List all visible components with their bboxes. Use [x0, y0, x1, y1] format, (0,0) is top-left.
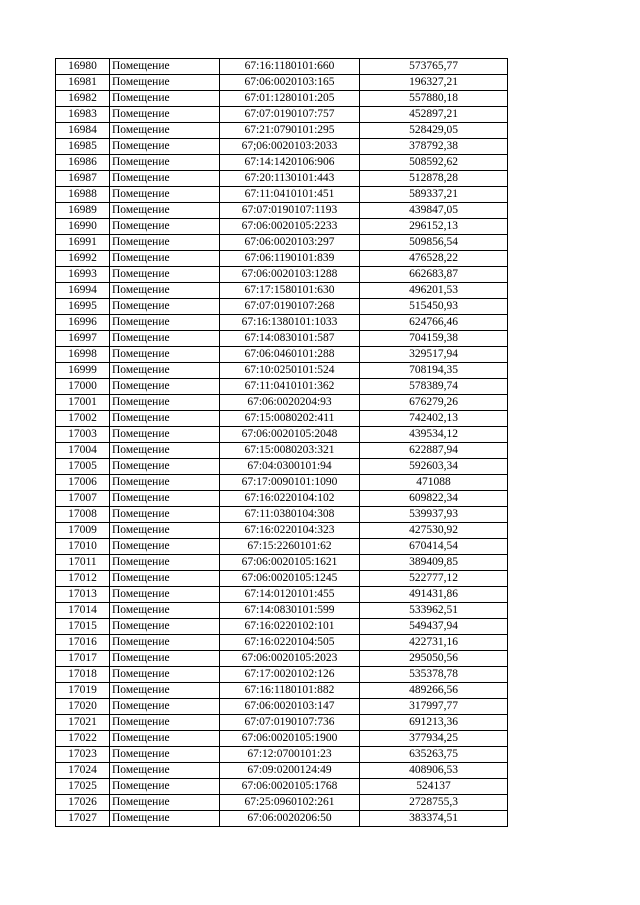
table-row — [56, 667, 508, 683]
row-number-cell: 16984 — [56, 123, 110, 139]
row-number-cell: 16980 — [56, 59, 110, 75]
cadastral-number-cell: 67:16:1380101:1033 — [220, 315, 360, 331]
row-number-cell: 16982 — [56, 91, 110, 107]
table-row — [56, 411, 508, 427]
cadastral-value-cell: 408906,53 — [360, 763, 508, 779]
cadastral-value-cell: 609822,34 — [360, 491, 508, 507]
row-number-cell: 16996 — [56, 315, 110, 331]
cadastral-value-cell: 452897,21 — [360, 107, 508, 123]
row-number-cell: 16994 — [56, 283, 110, 299]
table-row — [56, 715, 508, 731]
row-number-cell: 17021 — [56, 715, 110, 731]
row-number-cell: 17015 — [56, 619, 110, 635]
table-row — [56, 267, 508, 283]
table-row — [56, 763, 508, 779]
object-type-cell: Помещение — [110, 171, 220, 187]
table-row — [56, 619, 508, 635]
table-row — [56, 475, 508, 491]
cadastral-value-cell: 509856,54 — [360, 235, 508, 251]
cadastral-number-cell: 67:11:0410101:451 — [220, 187, 360, 203]
cadastral-value-cell: 471088 — [360, 475, 508, 491]
table-row — [56, 379, 508, 395]
table-row — [56, 187, 508, 203]
cadastral-number-cell: 67:17:0020102:126 — [220, 667, 360, 683]
cadastral-number-cell: 67:06:0020105:1245 — [220, 571, 360, 587]
row-number-cell: 16989 — [56, 203, 110, 219]
table-row — [56, 363, 508, 379]
table-row — [56, 795, 508, 811]
table-row — [56, 731, 508, 747]
cadastral-value-cell: 670414,54 — [360, 539, 508, 555]
cadastral-number-cell: 67:16:0220104:102 — [220, 491, 360, 507]
cadastral-number-cell: 67:06:0020204:93 — [220, 395, 360, 411]
table-row — [56, 635, 508, 651]
object-type-cell: Помещение — [110, 187, 220, 203]
table-row — [56, 539, 508, 555]
table-row — [56, 555, 508, 571]
object-type-cell: Помещение — [110, 763, 220, 779]
cadastral-number-cell: 67:25:0960102:261 — [220, 795, 360, 811]
object-type-cell: Помещение — [110, 59, 220, 75]
row-number-cell: 17027 — [56, 811, 110, 827]
cadastral-number-cell: 67;06:0020103:2033 — [220, 139, 360, 155]
cadastral-value-cell: 589337,21 — [360, 187, 508, 203]
table-row — [56, 811, 508, 827]
row-number-cell: 17001 — [56, 395, 110, 411]
cadastral-value-cell: 578389,74 — [360, 379, 508, 395]
cadastral-number-cell: 67:09:0200124:49 — [220, 763, 360, 779]
cadastral-value-cell: 635263,75 — [360, 747, 508, 763]
cadastral-value-cell: 476528,22 — [360, 251, 508, 267]
object-type-cell: Помещение — [110, 155, 220, 171]
table-row — [56, 683, 508, 699]
table-row — [56, 395, 508, 411]
row-number-cell: 17018 — [56, 667, 110, 683]
cadastral-value-cell: 533962,51 — [360, 603, 508, 619]
object-type-cell: Помещение — [110, 363, 220, 379]
object-type-cell: Помещение — [110, 507, 220, 523]
object-type-cell: Помещение — [110, 731, 220, 747]
cadastral-value-cell: 535378,78 — [360, 667, 508, 683]
object-type-cell: Помещение — [110, 427, 220, 443]
table-row — [56, 315, 508, 331]
table-body — [56, 59, 508, 827]
row-number-cell: 17026 — [56, 795, 110, 811]
row-number-cell: 16993 — [56, 267, 110, 283]
cadastral-value-cell: 515450,93 — [360, 299, 508, 315]
object-type-cell: Помещение — [110, 331, 220, 347]
object-type-cell: Помещение — [110, 203, 220, 219]
object-type-cell: Помещение — [110, 811, 220, 827]
cadastral-value-cell: 524137 — [360, 779, 508, 795]
cadastral-value-cell: 528429,05 — [360, 123, 508, 139]
table-row — [56, 155, 508, 171]
object-type-cell: Помещение — [110, 747, 220, 763]
object-type-cell: Помещение — [110, 267, 220, 283]
cadastral-number-cell: 67:11:0380104:308 — [220, 507, 360, 523]
object-type-cell: Помещение — [110, 651, 220, 667]
cadastral-number-cell: 67:17:1580101:630 — [220, 283, 360, 299]
table-row — [56, 91, 508, 107]
cadastral-number-cell: 67:06:0020105:2048 — [220, 427, 360, 443]
object-type-cell: Помещение — [110, 555, 220, 571]
row-number-cell: 17025 — [56, 779, 110, 795]
object-type-cell: Помещение — [110, 235, 220, 251]
object-type-cell: Помещение — [110, 299, 220, 315]
cadastral-number-cell: 67:10:0250101:524 — [220, 363, 360, 379]
table-row — [56, 587, 508, 603]
cadastral-number-cell: 67:06:0020105:1900 — [220, 731, 360, 747]
cadastral-value-cell: 573765,77 — [360, 59, 508, 75]
row-number-cell: 17004 — [56, 443, 110, 459]
cadastral-value-cell: 491431,86 — [360, 587, 508, 603]
object-type-cell: Помещение — [110, 667, 220, 683]
row-number-cell: 16998 — [56, 347, 110, 363]
cadastral-number-cell: 67:16:0220104:505 — [220, 635, 360, 651]
object-type-cell: Помещение — [110, 699, 220, 715]
cadastral-number-cell: 67:15:2260101:62 — [220, 539, 360, 555]
cadastral-value-cell: 676279,26 — [360, 395, 508, 411]
row-number-cell: 16986 — [56, 155, 110, 171]
row-number-cell: 17003 — [56, 427, 110, 443]
cadastral-value-cell: 622887,94 — [360, 443, 508, 459]
object-type-cell: Помещение — [110, 603, 220, 619]
table-row — [56, 203, 508, 219]
cadastral-number-cell: 67:01:1280101:205 — [220, 91, 360, 107]
object-type-cell: Помещение — [110, 75, 220, 91]
row-number-cell: 17005 — [56, 459, 110, 475]
cadastral-value-cell: 389409,85 — [360, 555, 508, 571]
cadastral-value-cell: 295050,56 — [360, 651, 508, 667]
cadastral-number-cell: 67:16:0220102:101 — [220, 619, 360, 635]
row-number-cell: 17008 — [56, 507, 110, 523]
cadastral-number-cell: 67:12:0700101:23 — [220, 747, 360, 763]
row-number-cell: 17011 — [56, 555, 110, 571]
object-type-cell: Помещение — [110, 107, 220, 123]
cadastral-value-cell: 522777,12 — [360, 571, 508, 587]
cadastral-value-cell: 427530,92 — [360, 523, 508, 539]
object-type-cell: Помещение — [110, 379, 220, 395]
cadastral-value-cell: 557880,18 — [360, 91, 508, 107]
cadastral-value-cell: 708194,35 — [360, 363, 508, 379]
object-type-cell: Помещение — [110, 587, 220, 603]
cadastral-value-cell: 624766,46 — [360, 315, 508, 331]
object-type-cell: Помещение — [110, 443, 220, 459]
table-row — [56, 459, 508, 475]
cadastral-number-cell: 67:07:0190107:268 — [220, 299, 360, 315]
cadastral-value-cell: 512878,28 — [360, 171, 508, 187]
cadastral-number-cell: 67:06:0020105:1621 — [220, 555, 360, 571]
row-number-cell: 16987 — [56, 171, 110, 187]
object-type-cell: Помещение — [110, 635, 220, 651]
cadastral-value-cell: 378792,38 — [360, 139, 508, 155]
table-row — [56, 235, 508, 251]
row-number-cell: 16999 — [56, 363, 110, 379]
row-number-cell: 17022 — [56, 731, 110, 747]
object-type-cell: Помещение — [110, 715, 220, 731]
cadastral-number-cell: 67:06:0020103:165 — [220, 75, 360, 91]
cadastral-value-cell: 539937,93 — [360, 507, 508, 523]
table-row — [56, 571, 508, 587]
cadastral-value-cell: 377934,25 — [360, 731, 508, 747]
cadastral-number-cell: 67:14:0830101:599 — [220, 603, 360, 619]
cadastral-number-cell: 67:04:0300101:94 — [220, 459, 360, 475]
cadastral-number-cell: 67:16:0220104:323 — [220, 523, 360, 539]
row-number-cell: 16988 — [56, 187, 110, 203]
table-row — [56, 491, 508, 507]
object-type-cell: Помещение — [110, 475, 220, 491]
object-type-cell: Помещение — [110, 347, 220, 363]
table-row — [56, 443, 508, 459]
cadastral-value-cell: 508592,62 — [360, 155, 508, 171]
table-row — [56, 139, 508, 155]
table-row — [56, 523, 508, 539]
cadastral-value-cell: 592603,34 — [360, 459, 508, 475]
object-type-cell: Помещение — [110, 523, 220, 539]
cadastral-number-cell: 67:16:1180101:660 — [220, 59, 360, 75]
object-type-cell: Помещение — [110, 315, 220, 331]
cadastral-value-cell: 489266,56 — [360, 683, 508, 699]
cadastral-value-cell: 2728755,3 — [360, 795, 508, 811]
row-number-cell: 17010 — [56, 539, 110, 555]
table-row — [56, 107, 508, 123]
object-type-cell: Помещение — [110, 251, 220, 267]
object-type-cell: Помещение — [110, 779, 220, 795]
cadastral-number-cell: 67:06:0020103:1288 — [220, 267, 360, 283]
row-number-cell: 16995 — [56, 299, 110, 315]
object-type-cell: Помещение — [110, 683, 220, 699]
cadastral-number-cell: 67:17:0090101:1090 — [220, 475, 360, 491]
object-type-cell: Помещение — [110, 395, 220, 411]
row-number-cell: 17000 — [56, 379, 110, 395]
object-type-cell: Помещение — [110, 539, 220, 555]
cadastral-number-cell: 67:06:0020105:2023 — [220, 651, 360, 667]
cadastral-number-cell: 67:06:0020103:147 — [220, 699, 360, 715]
cadastral-number-cell: 67:21:0790101:295 — [220, 123, 360, 139]
cadastral-value-cell: 383374,51 — [360, 811, 508, 827]
cadastral-value-cell: 496201,53 — [360, 283, 508, 299]
row-number-cell: 16991 — [56, 235, 110, 251]
table-row — [56, 59, 508, 75]
document-page — [55, 58, 508, 827]
cadastral-value-cell: 662683,87 — [360, 267, 508, 283]
row-number-cell: 17014 — [56, 603, 110, 619]
object-type-cell: Помещение — [110, 91, 220, 107]
cadastral-value-cell: 439534,12 — [360, 427, 508, 443]
row-number-cell: 16981 — [56, 75, 110, 91]
row-number-cell: 17006 — [56, 475, 110, 491]
cadastral-number-cell: 67:15:0080202:411 — [220, 411, 360, 427]
cadastral-value-table — [55, 58, 508, 827]
row-number-cell: 17019 — [56, 683, 110, 699]
row-number-cell: 17009 — [56, 523, 110, 539]
object-type-cell: Помещение — [110, 139, 220, 155]
table-row — [56, 779, 508, 795]
cadastral-value-cell: 742402,13 — [360, 411, 508, 427]
row-number-cell: 17007 — [56, 491, 110, 507]
row-number-cell: 17020 — [56, 699, 110, 715]
row-number-cell: 17012 — [56, 571, 110, 587]
cadastral-number-cell: 67:20:1130101:443 — [220, 171, 360, 187]
table-row — [56, 347, 508, 363]
cadastral-value-cell: 329517,94 — [360, 347, 508, 363]
table-row — [56, 299, 508, 315]
row-number-cell: 17017 — [56, 651, 110, 667]
row-number-cell: 16990 — [56, 219, 110, 235]
cadastral-number-cell: 67:16:1180101:882 — [220, 683, 360, 699]
cadastral-number-cell: 67:07:0190107:1193 — [220, 203, 360, 219]
table-row — [56, 507, 508, 523]
cadastral-number-cell: 67:06:0020105:2233 — [220, 219, 360, 235]
table-row — [56, 331, 508, 347]
object-type-cell: Помещение — [110, 619, 220, 635]
row-number-cell: 16992 — [56, 251, 110, 267]
cadastral-number-cell: 67:06:0020206:50 — [220, 811, 360, 827]
table-row — [56, 219, 508, 235]
cadastral-number-cell: 67:14:0120101:455 — [220, 587, 360, 603]
cadastral-number-cell: 67:14:0830101:587 — [220, 331, 360, 347]
table-row — [56, 427, 508, 443]
object-type-cell: Помещение — [110, 795, 220, 811]
cadastral-value-cell: 549437,94 — [360, 619, 508, 635]
row-number-cell: 17016 — [56, 635, 110, 651]
cadastral-number-cell: 67:07:0190107:736 — [220, 715, 360, 731]
row-number-cell: 17024 — [56, 763, 110, 779]
table-row — [56, 123, 508, 139]
cadastral-number-cell: 67:06:0460101:288 — [220, 347, 360, 363]
row-number-cell: 17023 — [56, 747, 110, 763]
cadastral-value-cell: 704159,38 — [360, 331, 508, 347]
cadastral-value-cell: 296152,13 — [360, 219, 508, 235]
table-row — [56, 651, 508, 667]
table-row — [56, 747, 508, 763]
cadastral-value-cell: 691213,36 — [360, 715, 508, 731]
cadastral-number-cell: 67:06:0020105:1768 — [220, 779, 360, 795]
cadastral-number-cell: 67:11:0410101:362 — [220, 379, 360, 395]
row-number-cell: 16985 — [56, 139, 110, 155]
object-type-cell: Помещение — [110, 411, 220, 427]
cadastral-value-cell: 317997,77 — [360, 699, 508, 715]
object-type-cell: Помещение — [110, 459, 220, 475]
table-row — [56, 251, 508, 267]
table-row — [56, 75, 508, 91]
object-type-cell: Помещение — [110, 219, 220, 235]
object-type-cell: Помещение — [110, 571, 220, 587]
object-type-cell: Помещение — [110, 283, 220, 299]
row-number-cell: 16983 — [56, 107, 110, 123]
cadastral-number-cell: 67:07:0190107:757 — [220, 107, 360, 123]
cadastral-number-cell: 67:14:1420106:906 — [220, 155, 360, 171]
row-number-cell: 17002 — [56, 411, 110, 427]
table-row — [56, 171, 508, 187]
cadastral-value-cell: 439847,05 — [360, 203, 508, 219]
row-number-cell: 17013 — [56, 587, 110, 603]
row-number-cell: 16997 — [56, 331, 110, 347]
cadastral-number-cell: 67:15:0080203:321 — [220, 443, 360, 459]
table-row — [56, 603, 508, 619]
cadastral-number-cell: 67:06:1190101:839 — [220, 251, 360, 267]
object-type-cell: Помещение — [110, 123, 220, 139]
object-type-cell: Помещение — [110, 491, 220, 507]
table-row — [56, 283, 508, 299]
cadastral-value-cell: 196327,21 — [360, 75, 508, 91]
table-row — [56, 699, 508, 715]
cadastral-number-cell: 67:06:0020103:297 — [220, 235, 360, 251]
cadastral-value-cell: 422731,16 — [360, 635, 508, 651]
